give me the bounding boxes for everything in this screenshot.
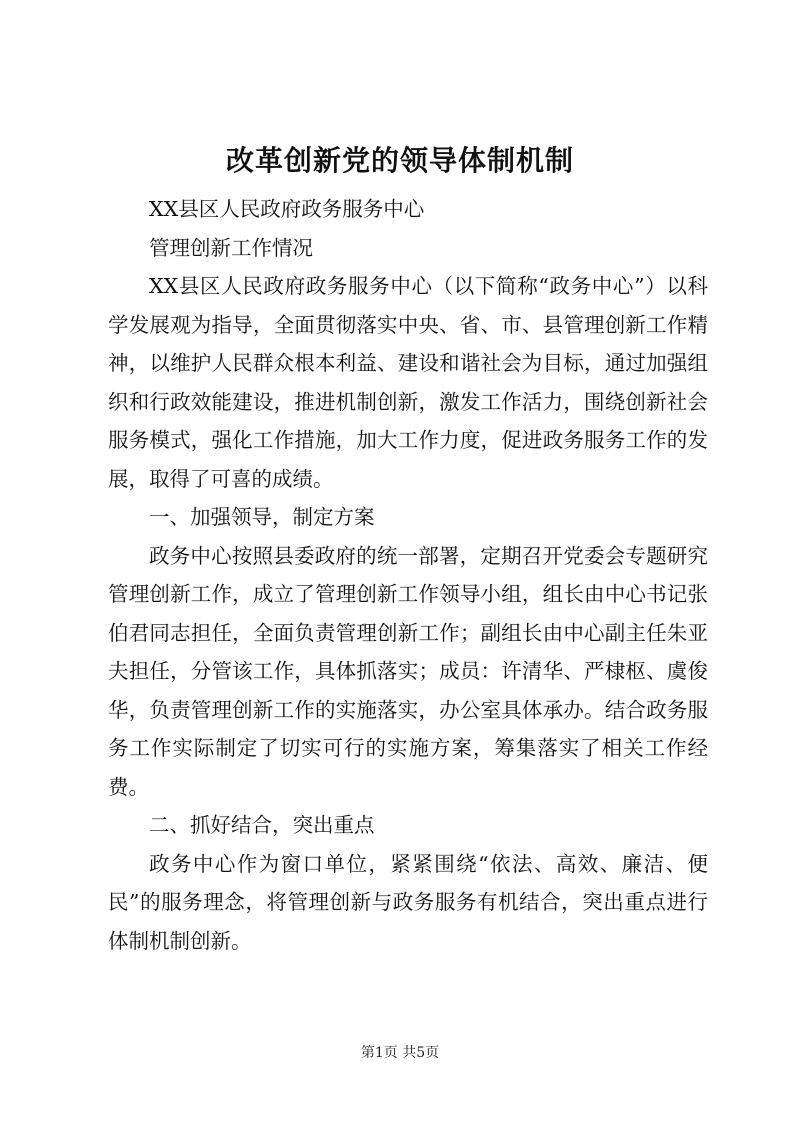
document-title: 改革创新党的领导体制机制	[225, 144, 574, 177]
document-body	[108, 190, 708, 960]
paragraph-section-2: 政务中心作为窗口单位，紧紧围绕“依法、高效、廉洁、便民”的服务理念，将管理创新与政务服务有机结合，突出重点进行体制机制创新。	[108, 851, 708, 953]
section-heading-2: 二、抓好结合，突出重点	[149, 813, 375, 837]
section-heading-1: 一、加强领导，制定方案	[149, 505, 375, 529]
page-number: 第1页 共5页	[360, 1045, 440, 1061]
paragraph-organization: XX县区人民政府政务服务中心	[149, 197, 425, 221]
paragraph-section-1: 政务中心按照县委政府的统一部署，定期召开党委会专题研究管理创新工作，成立了管理创新工作领导小组，组长由中心书记张伯君同志担任，全面负责管理创新工作；副组长由中心副主任朱亚夫担任，分管该工作，具体抓落实；成员：许清华、严棣枢、虞俊华，负责管理创新工作的实施落实，办公室具体承办。结合政务服务工作实际制定了切实可行的实施方案，筹集落实了相关工作经费。	[108, 543, 708, 799]
paragraph-intro: XX县区人民政府政务服务中心（以下简称“政务中心”）以科学发展观为指导，全面贯彻落实中央、省、市、县管理创新工作精神，以维护人民群众根本利益、建设和谐社会为目标，通过加强组织和行政效能建设，推进机制创新，激发工作活力，围绕创新社会服务模式，强化工作措施，加大工作力度，促进政务服务工作的发展，取得了可喜的成绩。	[108, 274, 708, 491]
paragraph-subtitle: 管理创新工作情况	[149, 235, 313, 260]
